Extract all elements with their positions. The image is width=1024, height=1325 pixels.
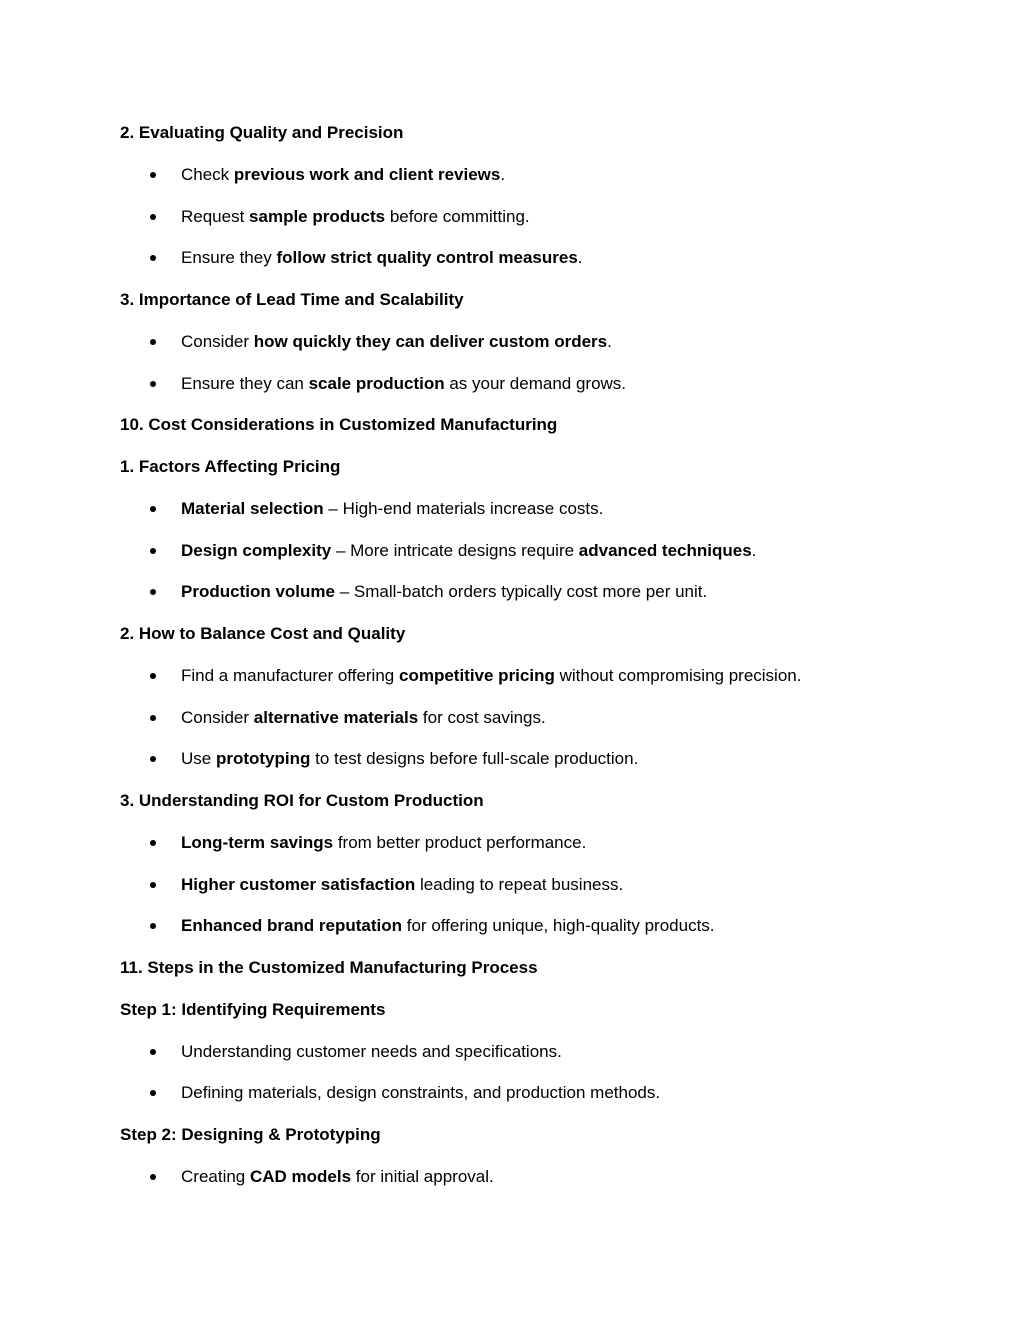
section-heading: 2. How to Balance Cost and Quality xyxy=(120,624,406,643)
body-text: . xyxy=(500,164,506,184)
body-text: . xyxy=(607,331,612,351)
bold-text: follow strict quality control measures xyxy=(276,248,578,268)
body-text: to test designs before full-scale production. xyxy=(310,749,639,769)
body-text: Creating xyxy=(181,1166,250,1186)
bullet-icon xyxy=(150,923,156,929)
bullet-list-item xyxy=(120,161,920,189)
section-heading: 10. Cost Considerations in Customized Manufacturing xyxy=(120,415,558,435)
bold-text: Long-term savings xyxy=(181,832,334,852)
body-text: . xyxy=(751,540,757,560)
body-text: Defining materials, design constraints, and production methods. xyxy=(181,1083,661,1103)
bold-text: CAD models xyxy=(249,1166,352,1186)
bullet-icon xyxy=(150,1174,156,1180)
bold-text: alternative materials xyxy=(253,707,419,727)
bullet-list-item xyxy=(120,370,920,398)
body-text: for offering unique, high-quality products. xyxy=(402,916,715,936)
bullet-icon xyxy=(150,756,156,762)
bold-text: Design complexity xyxy=(181,540,332,560)
body-text: Find a manufacturer offering xyxy=(181,665,399,685)
bullet-icon xyxy=(150,589,156,595)
bullet-list-item xyxy=(120,662,920,690)
body-text: Consider xyxy=(181,707,254,727)
bullet-list-item xyxy=(120,871,920,899)
body-text: – Small-batch orders typically cost more per unit. xyxy=(334,582,708,602)
bullet-icon xyxy=(150,882,156,888)
bullet-icon xyxy=(150,172,156,178)
body-text: as your demand grows. xyxy=(444,373,627,393)
body-text: Consider xyxy=(181,331,254,351)
bullet-list-item xyxy=(120,704,920,732)
bullet-icon xyxy=(150,673,156,679)
bullet-list-item xyxy=(120,328,920,356)
body-text: for initial approval. xyxy=(351,1166,494,1186)
bold-text: Enhanced brand reputation xyxy=(181,916,403,936)
bullet-list-item xyxy=(120,912,920,940)
bold-text: competitive pricing xyxy=(398,665,555,685)
bold-text: scale production xyxy=(308,373,445,393)
section-heading: 3. Importance of Lead Time and Scalability xyxy=(120,290,464,309)
body-text: Request xyxy=(181,206,250,226)
bullet-icon xyxy=(150,506,156,512)
body-text: Use xyxy=(181,749,216,769)
document-body xyxy=(120,119,920,1205)
bullet-icon xyxy=(150,715,156,721)
bold-text: Production volume xyxy=(181,582,335,602)
bold-text: how quickly they can deliver custom orders xyxy=(253,331,608,351)
bold-text: previous work and client reviews xyxy=(233,164,501,184)
body-text: – More intricate designs require xyxy=(331,540,579,560)
bold-text: sample products xyxy=(249,206,386,226)
bullet-icon xyxy=(150,214,156,220)
bullet-list-item xyxy=(120,495,920,523)
body-text: from better product performance. xyxy=(333,832,587,852)
bullet-list-item xyxy=(120,1163,920,1191)
bullet-list-item xyxy=(120,1038,920,1066)
bullet-list-item xyxy=(120,745,920,773)
bold-text: Material selection xyxy=(181,498,324,518)
bold-text: advanced techniques xyxy=(578,540,752,560)
bullet-list-item xyxy=(120,829,920,857)
body-text: . xyxy=(577,248,583,268)
section-heading: Step 2: Designing & Prototyping xyxy=(120,1125,381,1144)
bullet-icon xyxy=(150,255,156,261)
bullet-icon xyxy=(150,548,156,554)
body-text: before committing. xyxy=(385,206,530,226)
section-heading: 3. Understanding ROI for Custom Production xyxy=(120,791,484,810)
bullet-icon xyxy=(150,339,156,345)
bold-text: prototyping xyxy=(215,749,311,769)
bullet-icon xyxy=(150,840,156,846)
bullet-icon xyxy=(150,381,156,387)
body-text: Ensure they xyxy=(181,248,277,268)
body-text: Check xyxy=(181,164,234,184)
bullet-icon xyxy=(150,1049,156,1055)
bold-text: Higher customer satisfaction xyxy=(181,874,416,894)
body-text: – High-end materials increase costs. xyxy=(323,498,604,518)
bullet-list-item xyxy=(120,537,920,565)
body-text: without compromising precision. xyxy=(554,665,802,685)
body-text: Ensure they can xyxy=(181,373,309,393)
body-text: leading to repeat business. xyxy=(415,874,624,894)
bullet-icon xyxy=(150,1090,156,1096)
section-heading: 11. Steps in the Customized Manufacturing Process xyxy=(120,958,538,977)
bullet-list-item xyxy=(120,1079,920,1107)
section-heading: Step 1: Identifying Requirements xyxy=(120,999,386,1019)
body-text: for cost savings. xyxy=(418,707,546,727)
bullet-list-item xyxy=(120,578,920,606)
body-text: Understanding customer needs and specifications. xyxy=(181,1041,562,1061)
section-heading: 1. Factors Affecting Pricing xyxy=(120,457,341,476)
bullet-list-item xyxy=(120,244,920,272)
section-heading: 2. Evaluating Quality and Precision xyxy=(120,123,404,142)
bullet-list-item xyxy=(120,203,920,231)
